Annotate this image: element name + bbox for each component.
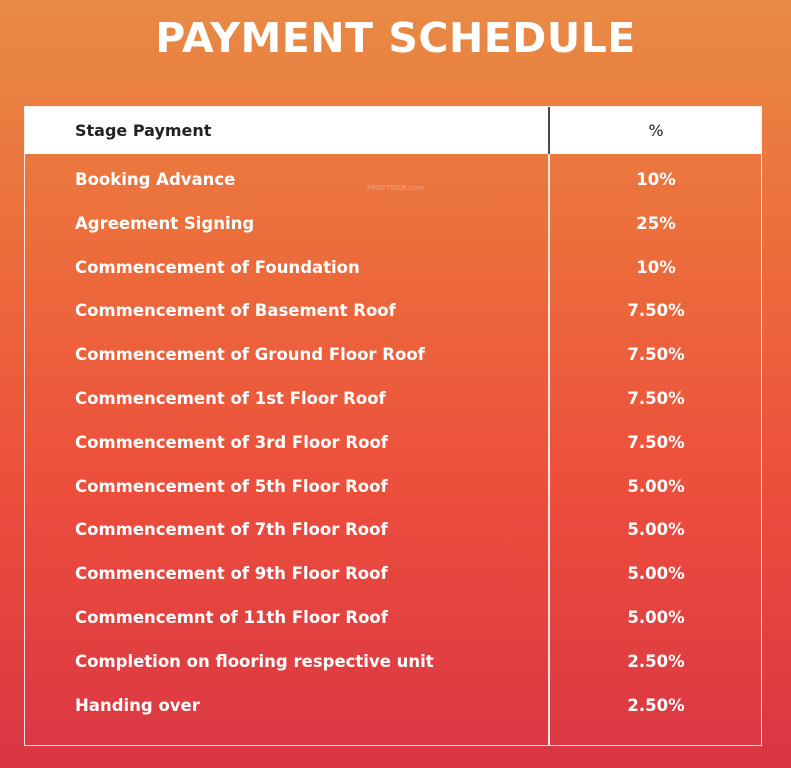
stage-cell: Commencement of 5th Floor Roof — [75, 476, 388, 496]
percent-cell: 7.50% — [627, 345, 685, 365]
table-header-row — [25, 107, 761, 154]
percent-cell: 25% — [636, 213, 676, 233]
percent-cell: 5.00% — [627, 607, 685, 627]
table-row — [25, 158, 761, 202]
stage-cell: Commencement of Foundation — [75, 257, 360, 277]
stage-cell: Commencement of Ground Floor Roof — [75, 345, 425, 365]
table-row — [25, 596, 761, 640]
percent-cell: 5.00% — [627, 520, 685, 540]
percent-cell: 2.50% — [627, 695, 685, 715]
stage-cell: Commencement of 1st Floor Roof — [75, 388, 386, 408]
table-row — [25, 202, 761, 246]
table-row — [25, 421, 761, 465]
table-row — [25, 465, 761, 509]
stage-cell: Commencemnt of 11th Floor Roof — [75, 607, 388, 627]
percent-cell: 10% — [636, 170, 676, 189]
stage-cell: Completion on flooring respective unit — [75, 651, 434, 671]
percent-cell: 7.50% — [627, 432, 685, 452]
table-row — [25, 246, 761, 290]
percent-cell: 10% — [636, 257, 676, 277]
header-percent: % — [648, 121, 664, 140]
payment-schedule-table — [24, 106, 762, 746]
table-row — [25, 377, 761, 421]
stage-cell: Handing over — [75, 695, 200, 715]
table-row — [25, 508, 761, 552]
page-title: PAYMENT SCHEDULE — [155, 14, 636, 62]
percent-cell: 7.50% — [627, 301, 685, 321]
percent-cell: 7.50% — [627, 388, 685, 408]
header-stage-payment: Stage Payment — [75, 121, 212, 140]
percent-cell: 5.00% — [627, 564, 685, 584]
table-row — [25, 289, 761, 333]
stage-cell: Booking Advance — [75, 170, 236, 189]
table-body — [25, 158, 761, 727]
table-row — [25, 684, 761, 728]
stage-cell: Commencement of 3rd Floor Roof — [75, 432, 388, 452]
watermark: PROPTIGER.com — [367, 184, 424, 192]
stage-cell: Commencement of 9th Floor Roof — [75, 564, 388, 584]
stage-cell: Commencement of Basement Roof — [75, 301, 396, 321]
stage-cell: Agreement Signing — [75, 213, 255, 233]
percent-cell: 5.00% — [627, 476, 685, 496]
table-row — [25, 333, 761, 377]
stage-cell: Commencement of 7th Floor Roof — [75, 520, 388, 540]
table-row — [25, 552, 761, 596]
table-row — [25, 640, 761, 684]
percent-cell: 2.50% — [627, 651, 685, 671]
